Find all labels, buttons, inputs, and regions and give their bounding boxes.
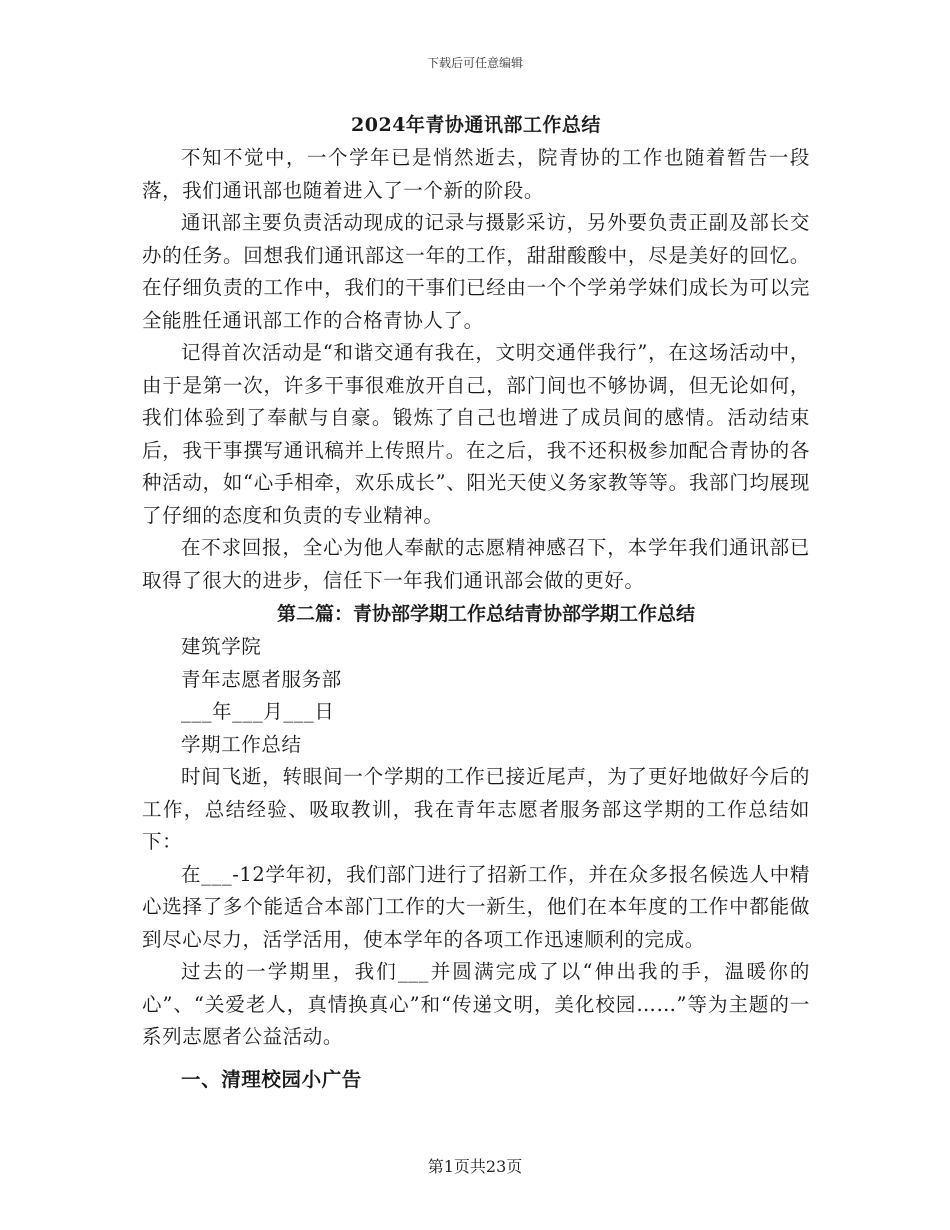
paragraph: 记得首次活动是“和谐交通有我在，文明交通伴我行”，在这场活动中，由于是第一次，许多干事很难放开自己，部门间也不够协调，但无论如何，我们体验到了奉献与自豪。锻炼了自己也增进了成员间的感情。活动结束后，我干事撰写通讯稿并上传照片。在之后，我不还积极参加配合青协的各种活动，如“心手相牵，欢乐成长”、阳光天使义务家教等等。我部门均展现了仔细的态度和负责的专业精神。 (142, 341, 810, 527)
page-footer: 第1页共23页 (427, 1157, 523, 1176)
paragraph: 时间飞逝，转眼间一个学期的工作已接近尾声，为了更好地做好今后的工作，总结经验、吸取教训，我在青年志愿者服务部这学期的工作总结如下： (142, 765, 810, 853)
document-title: 2024年青协通讯部工作总结 (351, 114, 601, 136)
text-line: 学期工作总结 (181, 732, 302, 756)
document-body (142, 108, 810, 1100)
paragraph: 在不求回报，全心为他人奉献的志愿精神感召下，本学年我们通讯部已取得了很大的进步，信任下一年我们通讯部会做的更好。 (142, 536, 810, 592)
text-line: 青年志愿者服务部 (181, 667, 342, 691)
paragraph: 不知不觉中，一个学年已是悄然逝去，院青协的工作也随着暂告一段落，我们通讯部也随着进入了一个新的阶段。 (142, 146, 810, 202)
text-line: 建筑学院 (181, 635, 262, 658)
header-note: 下载后可任意编辑 (426, 56, 523, 70)
paragraph: 在___-12学年初，我们部门进行了招新工作，并在众多报名候选人中精心选择了多个能适合本部门工作的大一新生，他们在本年度的工作中都能做到尽心尽力，活学活用，使本学年的各项工作迅速顺利的完成。 (142, 862, 810, 951)
paragraph: 过去的一学期里，我们___并圆满完成了以“伸出我的手，温暖你的心”、“关爱老人，真情换真心”和“传递文明，美化校园……”等为主题的一系列志愿者公益活动。 (142, 960, 810, 1048)
text-line: ___年___月___日 (181, 700, 335, 723)
section-heading: 一、清理校园小广告 (181, 1067, 362, 1091)
section-title: 第二篇：青协部学期工作总结青协部学期工作总结 (276, 603, 695, 625)
paragraph: 通讯部主要负责活动现成的记录与摄影采访，另外要负责正副及部长交办的任务。回想我们通讯部这一年的工作，甜甜酸酸中，尽是美好的回忆。在仔细负责的工作中，我们的干事们已经由一个个学弟学妹们成长为可以完全能胜任通讯部工作的合格青协人了。 (142, 211, 810, 332)
